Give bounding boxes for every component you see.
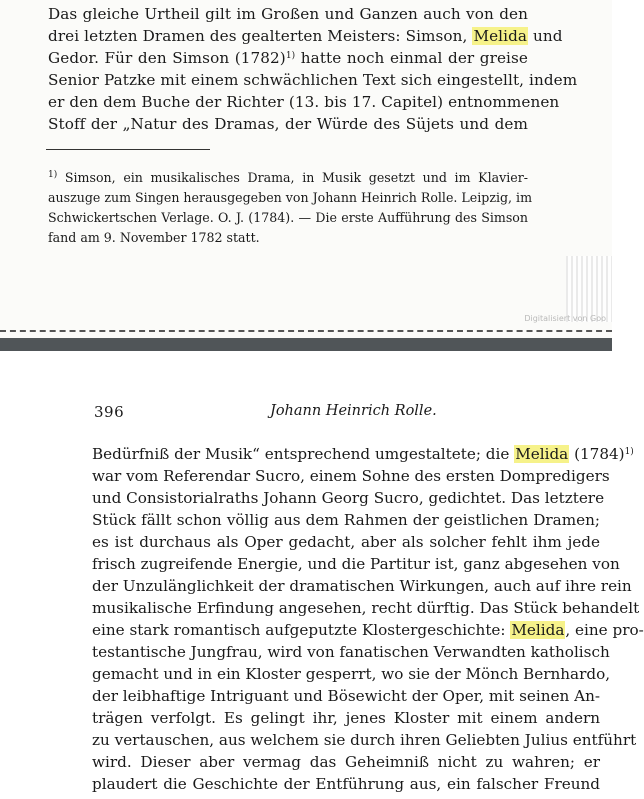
page-edge-rule — [0, 330, 612, 332]
page-number: 396 — [94, 403, 125, 421]
text-line: Senior Patzke mit einem schwächlichen Text sich eingestellt, indem — [48, 71, 578, 89]
text-line: war vom Referendar Sucro, einem Sohne des ersten Dompredigers — [92, 467, 610, 485]
text-line: er den dem Buche der Richter (13. bis 17. Capitel) entnommenen — [48, 93, 560, 111]
text-line: und Consistorialraths Johann Georg Sucro, gedichtet. Das letztere — [92, 489, 605, 507]
text-line: eine stark romantisch aufgeputzte Klostergeschichte: Melida, eine pro- — [92, 621, 644, 639]
text-line: plaudert die Geschichte der Entführung aus, ein falscher Freund — [92, 775, 600, 793]
text-line: musikalische Erfindung angesehen, recht dürftig. Das Stück behandelt — [92, 599, 640, 617]
text-line: zu vertauschen, aus welchem sie durch ihren Geliebten Julius entführt — [92, 731, 637, 749]
footnote-line: fand am 9. November 1782 statt. — [48, 230, 260, 245]
text-line: testantische Jungfrau, wird von fanatischen Verwandten katholisch — [92, 643, 610, 661]
footnote-line: auszuge zum Singen herausgegeben von Johann Heinrich Rolle. Leipzig, im — [48, 190, 533, 205]
footnote-line: $^{1)}$ Simson, ein musikalisches Drama, in Musik gesetzt und im Klavier- — [48, 170, 528, 185]
text-line: trägen verfolgt. Es gelingt ihr, jenes Kloster mit einem andern — [92, 709, 600, 727]
text-line: drei letzten Dramen des gealterten Meisters: Simson, Melida und — [48, 27, 563, 45]
text-line: Bedürfniß der Musik“ entsprechend umgestaltete; die Melida $(1784)^{1)}$ — [92, 445, 634, 463]
scan-edge-artifact — [566, 256, 612, 322]
text-line: gemacht und in ein Kloster gesperrt, wo sie der Mönch Bernhardo, — [92, 665, 611, 683]
text-line: der leibhaftige Intriguant und Bösewicht der Oper, mit seinen An- — [92, 687, 601, 705]
text-line: Gedor. Für den Simson $(1782)^{1)}$ hatte noch einmal der greise — [48, 49, 529, 67]
scanned-page-top — [0, 0, 612, 338]
footnote-line: Schwickertschen Verlage. O. J. (1784). — Die erste Aufführung des Simson — [48, 210, 528, 225]
search-highlight: Melida — [515, 445, 569, 463]
text-line: der Unzulänglichkeit der dramatischen Wirkungen, auch auf ihre rein — [92, 577, 632, 595]
footnote-ref: 1) — [285, 51, 296, 61]
text-line: Stoff der „Natur des Dramas, der Würde des Süjets und dem — [48, 115, 528, 133]
search-highlight: Melida — [511, 621, 565, 639]
text-line: Stück fällt schon völlig aus dem Rahmen der geistlichen Dramen; — [92, 511, 600, 529]
page-divider — [0, 338, 612, 351]
text-line: wird. Dieser aber vermag das Geheimniß nicht zu wahren; er — [92, 753, 600, 771]
search-highlight: Melida — [473, 27, 528, 45]
footnote-marker: 1) — [48, 170, 58, 180]
text-line: frisch zugreifende Energie, und die Partitur ist, ganz abgesehen von — [92, 555, 620, 573]
text-line: Das gleiche Urtheil gilt im Großen und Ganzen auch von den — [48, 5, 528, 23]
text-line: es ist durchaus als Oper gedacht, aber als solcher fehlt ihm jede — [92, 533, 600, 551]
digitization-watermark: Digitalisiert von Goo — [524, 314, 606, 323]
running-head: Johann Heinrich Rolle. — [270, 403, 437, 419]
footnote-ref: 1) — [624, 447, 634, 457]
footnote-rule — [46, 149, 210, 150]
scanned-page-bottom — [0, 351, 644, 799]
